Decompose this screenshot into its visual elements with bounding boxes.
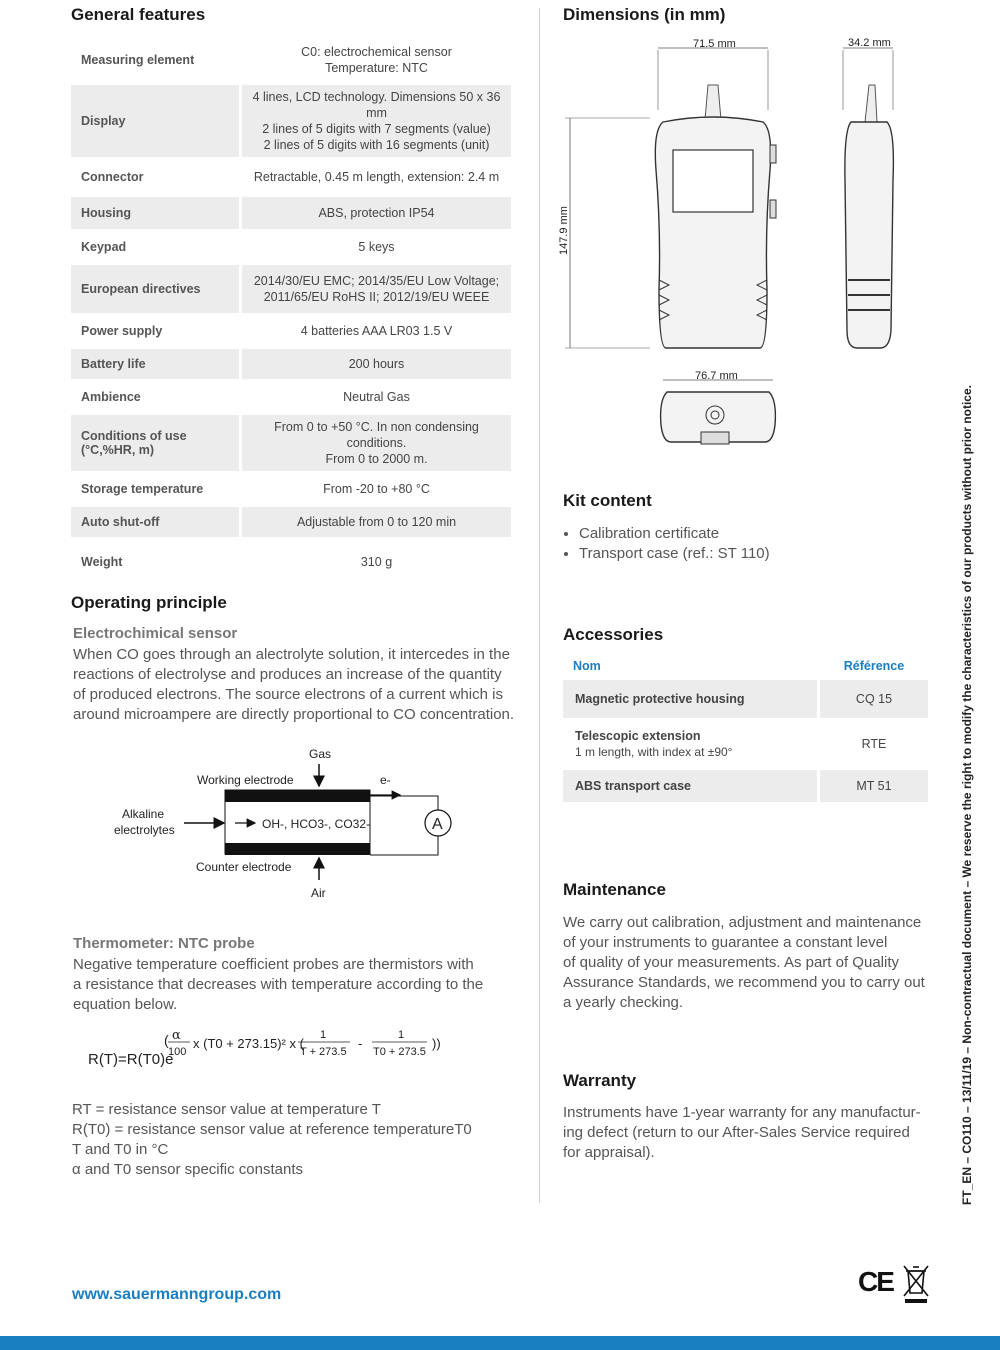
thermometer-paragraph: Negative temperature coefficient probes are thermistors with a resistance that decreases with temperature according to the equation below. — [73, 956, 484, 1013]
row-label: Connector — [81, 170, 144, 184]
table-row — [71, 197, 511, 229]
warranty-paragraph: Instruments have 1-year warranty for any manufactur- ing defect (return to our After-Sales Service required for appraisal). — [563, 1104, 921, 1161]
row-value: ABS, protection IP54 — [242, 197, 511, 229]
device-side-body — [845, 122, 894, 348]
counter-electrode-plate — [225, 843, 370, 855]
equation-lhs: R(T)=R(T0)e — [88, 1051, 174, 1068]
accessory-ref: MT 51 — [820, 770, 928, 802]
row-value: C0: electrochemical sensor Temperature: NTC — [301, 45, 452, 75]
table-row — [71, 349, 511, 379]
equation-denominator-a: T + 273.5 — [300, 1046, 347, 1058]
row-value: 5 keys — [358, 240, 395, 254]
table-header-row — [563, 654, 928, 678]
circuit-wire-bottom — [370, 836, 438, 855]
row-value: From -20 to +80 °C — [323, 482, 430, 496]
warranty-title: Warranty — [563, 1071, 637, 1090]
row-label: Power supply — [81, 324, 163, 338]
counter-electrode-label: Counter electrode — [196, 860, 292, 874]
operating-principle-title: Operating principle — [71, 593, 227, 612]
list-item: • Transport case (ref.: ST 110) — [579, 544, 770, 564]
weee-bin-icon — [902, 1263, 930, 1305]
accessory-ref: CQ 15 — [820, 680, 928, 718]
row-label: Housing — [71, 197, 242, 229]
accessory-ref: RTE — [861, 737, 887, 751]
row-value: 200 hours — [242, 349, 511, 379]
height-dimension-label: 147.9 mm — [558, 206, 570, 255]
dimensions-title: Dimensions (in mm) — [563, 5, 726, 24]
bottom-width-dimension-label: 76.7 mm — [695, 370, 738, 382]
table-row — [71, 540, 511, 584]
row-label: Measuring element — [81, 53, 195, 67]
general-features-table — [71, 35, 511, 587]
equation-one-a: 1 — [320, 1029, 327, 1041]
document-reference-note: FT_EN – CO110 – 13/11/19 – Non-contractual document – We reserve the right to modify the characteristics of our products without prior notice. — [960, 385, 974, 1205]
row-value: 4 lines, LCD technology. Dimensions 50 x 36 mm 2 lines of 5 digits with 7 segments (value) 2 lines of 5 digits with 16 segments (unit) — [242, 85, 511, 157]
ammeter-label: A — [432, 816, 443, 833]
equation-one-b: 1 — [398, 1029, 405, 1041]
accessory-subtext: 1 m length, with index at ±90° — [575, 745, 733, 759]
accessory-name: Telescopic extension 1 m length, with index at ±90° — [563, 720, 820, 768]
table-row — [563, 680, 928, 718]
kit-content-title: Kit content — [563, 491, 652, 510]
working-electrode-label: Working electrode — [197, 773, 294, 787]
thermometer-subtitle: Thermometer: NTC probe — [73, 935, 255, 952]
air-label: Air — [311, 886, 326, 900]
maintenance-paragraph: We carry out calibration, adjustment and maintenance of your instruments to guarantee a constant level of quality of your measurements. As part of Quality Assurance Standards, we recommend you to carry out a yearly checking. — [563, 914, 925, 1011]
table-row — [71, 316, 511, 346]
electro-sensor-paragraph: When CO goes through an alectrolyte solution, it intercedes in the reactions of electrolyse and produces an increase of the quantity of produced electrons. The source electrons of a current which is around microampere are directly proportional to CO concentration. — [73, 646, 515, 723]
accessory-name: ABS transport case — [563, 770, 820, 802]
row-label: Auto shut-off — [71, 507, 242, 537]
row-value: 310 g — [360, 555, 393, 569]
svg-text:(: ( — [164, 1032, 169, 1048]
circuit-wire-top — [370, 796, 438, 810]
general-features-title: General features — [71, 5, 206, 24]
accessories-title: Accessories — [563, 625, 664, 644]
website-link[interactable]: www.sauermanngroup.com — [72, 1286, 282, 1303]
table-row — [71, 382, 511, 412]
row-label: Weight — [81, 555, 123, 569]
row-value: 2014/30/EU EMC; 2014/35/EU Low Voltage; 2011/65/EU RoHS II; 2012/19/EU WEEE — [242, 265, 511, 313]
table-row — [71, 232, 511, 262]
electrochemical-cell-diagram — [100, 740, 480, 910]
probe-antenna-side — [865, 85, 877, 122]
row-label: European directives — [71, 265, 242, 313]
ce-mark-icon: CE — [858, 1266, 893, 1297]
ntc-equation — [80, 1022, 480, 1082]
table-row — [71, 474, 511, 504]
alkaline-label: Alkaline — [122, 807, 165, 821]
accessories-table — [563, 652, 928, 804]
table-row — [71, 85, 511, 157]
gas-label: Gas — [309, 747, 332, 761]
table-row — [563, 720, 928, 768]
row-value: From 0 to +50 °C. In non condensing conditions. From 0 to 2000 m. — [242, 415, 511, 471]
list-item: • Calibration certificate — [579, 524, 770, 544]
row-value: 4 batteries AAA LR03 1.5 V — [300, 324, 453, 338]
row-value: Adjustable from 0 to 120 min — [242, 507, 511, 537]
equation-alpha: α — [172, 1028, 181, 1043]
electron-label: e- — [380, 773, 391, 787]
maintenance-title: Maintenance — [563, 880, 666, 899]
row-label: Battery life — [71, 349, 242, 379]
kit-content-list — [563, 524, 770, 564]
column-divider — [539, 8, 540, 1203]
electrolytes-label: electrolytes — [114, 823, 175, 837]
column-header-name: Nom — [573, 659, 601, 673]
accessory-name: Magnetic protective housing — [563, 680, 820, 718]
working-electrode-plate — [225, 790, 370, 802]
row-label: Display — [71, 85, 242, 157]
row-value: Retractable, 0.45 m length, extension: 2.4 m — [253, 170, 500, 184]
table-row — [71, 265, 511, 313]
table-row — [71, 38, 511, 82]
depth-dimension-label: 34.2 mm — [848, 37, 891, 49]
width-dimension-label: 71.5 mm — [693, 38, 736, 50]
table-row — [71, 415, 511, 471]
electro-sensor-subtitle: Electrochimical sensor — [73, 625, 238, 642]
probe-antenna-front — [705, 85, 721, 120]
equation-minus: - — [358, 1036, 363, 1051]
ions-label: OH-, HCO3-, CO32- — [262, 817, 371, 831]
row-label: Storage temperature — [81, 482, 204, 496]
device-dimension-drawing — [555, 30, 935, 460]
device-screen — [673, 150, 753, 212]
footer-bar — [0, 1336, 1000, 1350]
row-label: Conditions of use (°C,%HR, m) — [71, 415, 242, 471]
row-label: Keypad — [81, 240, 127, 254]
row-label: Ambience — [81, 390, 141, 404]
row-value: Neutral Gas — [343, 390, 410, 404]
equation-legend: RT = resistance sensor value at temperature T R(T0) = resistance sensor value at reference temperatureT0 T and T0 in °C α and T0 sensor specific constants — [72, 1101, 472, 1178]
equation-hundred: 100 — [168, 1046, 187, 1058]
equation-middle: x (T0 + 273.15)² x ( — [193, 1036, 304, 1051]
table-row — [563, 770, 928, 802]
equation-close: )) — [432, 1036, 441, 1051]
table-row — [71, 507, 511, 537]
column-header-reference: Référence — [843, 659, 905, 673]
table-row — [71, 160, 511, 194]
equation-denominator-b: T0 + 273.5 — [373, 1046, 426, 1058]
